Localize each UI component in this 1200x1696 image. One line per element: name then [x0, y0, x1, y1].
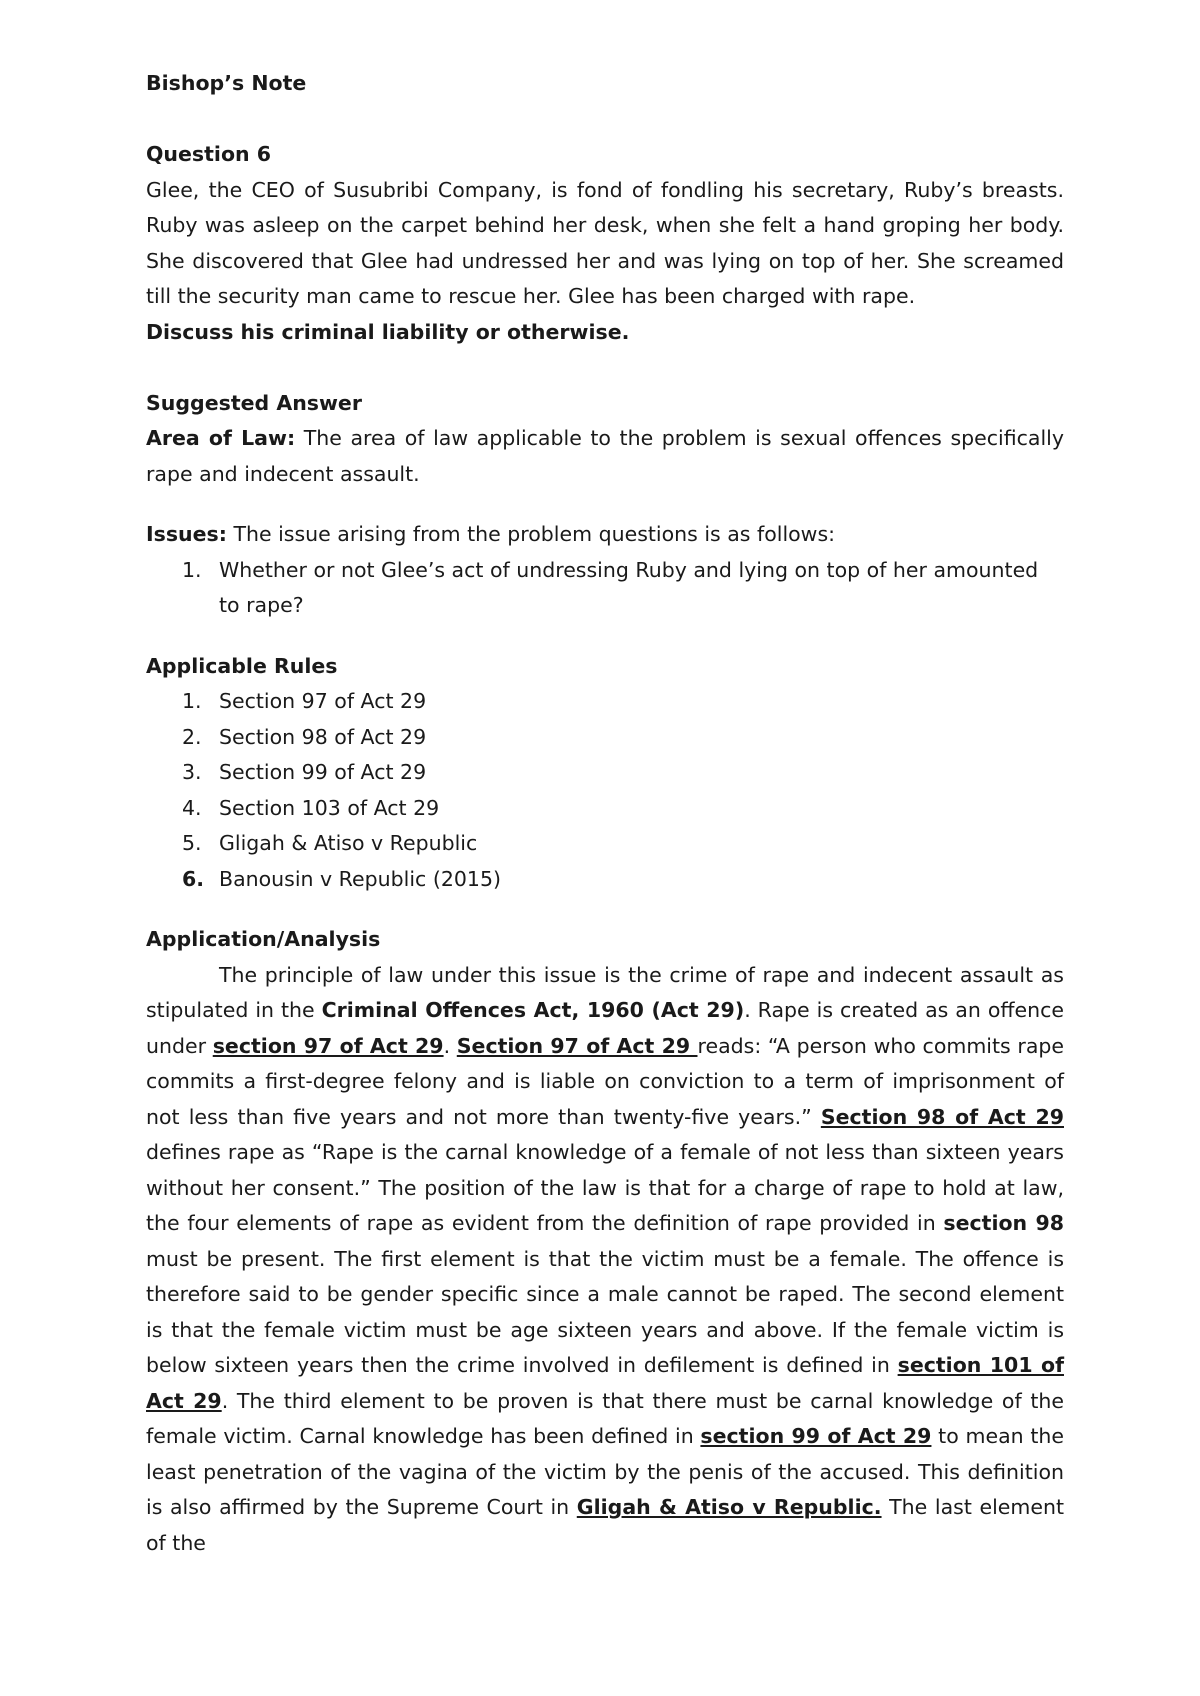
list-item-text: Whether or not Glee’s act of undressing Ruby and lying on top of her amounted to rape?	[219, 557, 1039, 617]
issues-text: The issue arising from the problem questions is as follows:	[226, 522, 836, 546]
spacer	[146, 102, 1064, 138]
section-reference-bold: section 98	[943, 1211, 1064, 1235]
section-reference: section 101 of Act 29	[146, 1353, 1064, 1413]
section-reference: Section 97 of Act 29	[456, 1033, 698, 1058]
analysis-text: defines rape as “Rape is the carnal knowledge of a female of not less than sixteen years without her consent.” The position of the law is that for a charge of rape to hold at law, the four elements of rape as evident from the definition of rape provided in	[146, 1140, 1064, 1235]
analysis-text: The last element of the	[146, 1495, 1065, 1555]
list-number: 6.	[182, 866, 205, 891]
rules-list	[146, 684, 1064, 897]
analysis-text: reads: “A person who commits rape commits a first-degree felony and is liable on conviction to a term of imprisonment of not less than five years and not more than twenty-five years.”	[146, 1033, 1065, 1129]
question-text: Glee, the CEO of Susubribi Company, is fond of fondling his secretary, Ruby’s breasts. Ruby was asleep on the carpet behind her desk, when she felt a hand groping her body. She discovered that Glee had undressed her and was lying on top of her. She screamed till the security man came to rescue her. Glee has been charged with rape.	[146, 177, 1064, 308]
area-of-law-label: Area of Law:	[146, 426, 296, 450]
analysis-text: . Rape is created as an offence under	[146, 998, 1064, 1058]
list-item-text: Section 103 of Act 29	[219, 795, 440, 820]
spacer	[146, 897, 1064, 922]
list-item-text: Banousin v Republic (2015)	[219, 866, 501, 891]
question-heading: Question 6	[146, 142, 272, 166]
section-reference: section 97 of Act 29	[212, 1033, 444, 1058]
list-item	[146, 862, 1064, 898]
list-item-text: Section 97 of Act 29	[219, 689, 427, 713]
list-item	[146, 755, 1064, 791]
list-number: 5.	[182, 831, 202, 855]
list-number: 4.	[182, 795, 202, 820]
document-title: Bishop’s Note	[146, 71, 307, 95]
list-item	[146, 791, 1064, 827]
suggested-answer-heading: Suggested Answer	[146, 390, 362, 415]
list-number: 3.	[182, 760, 202, 784]
list-number: 2.	[182, 724, 202, 749]
analysis-heading: Application/Analysis	[146, 927, 381, 951]
list-item	[146, 720, 1064, 756]
area-of-law-text: The area of law applicable to the problem is sexual offences specifically rape and indecent assault.	[146, 426, 1064, 486]
list-item-text: Gligah & Atiso v Republic	[219, 831, 478, 855]
act-name: Criminal Offences Act, 1960 (Act 29)	[321, 998, 745, 1022]
list-item-text: Section 98 of Act 29	[219, 724, 427, 749]
analysis-text: . The third element to be proven is that there must be carnal knowledge of the female victim. Carnal knowledge has been defined in	[146, 1388, 1065, 1448]
analysis-text: to mean the least penetration of the vagina of the victim by the penis of the accused. This definition is also affirmed by the Supreme Court in	[146, 1424, 1064, 1519]
spacer	[146, 492, 1064, 517]
spacer	[146, 624, 1064, 649]
list-item	[146, 826, 1064, 862]
list-number: 1.	[182, 689, 202, 713]
case-reference: Gligah & Atiso v Republic.	[576, 1495, 882, 1519]
document-page	[146, 66, 1064, 1561]
list-item	[146, 553, 1064, 624]
rules-heading: Applicable Rules	[146, 653, 338, 678]
list-number: 1.	[182, 557, 202, 582]
section-reference: section 99 of Act 29	[700, 1424, 932, 1448]
area-of-law-paragraph	[146, 421, 1064, 492]
section-reference: Section 98 of Act 29	[820, 1104, 1064, 1129]
question-instruction: Discuss his criminal liability or otherwise.	[146, 319, 630, 344]
issues-label: Issues:	[146, 522, 227, 546]
issues-list	[146, 553, 1064, 624]
analysis-text: .	[443, 1033, 457, 1058]
issues-paragraph	[146, 517, 1064, 553]
spacer	[146, 350, 1064, 386]
analysis-text: must be present. The first element is that the victim must be a female. The offence is therefore said to be gender specific since a male cannot be raped. The second element is that the female victim must be age sixteen years and above. If the female victim is below sixteen years then the crime involved in defilement is defined in	[146, 1246, 1064, 1377]
analysis-paragraph	[146, 958, 1064, 1562]
list-item	[146, 684, 1064, 720]
analysis-text: The principle of law under this issue is the crime of rape and indecent assault as stipulated in the	[146, 962, 1064, 1022]
list-item-text: Section 99 of Act 29	[219, 760, 427, 784]
